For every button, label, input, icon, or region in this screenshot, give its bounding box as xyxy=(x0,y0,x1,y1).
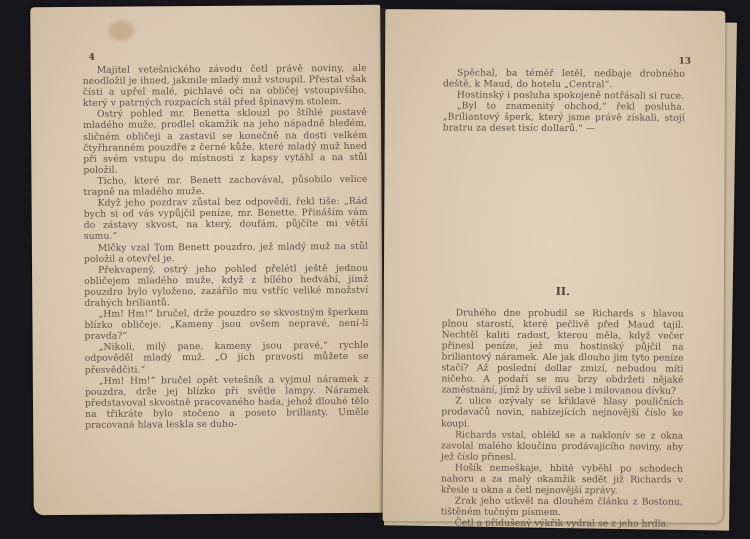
paragraph: Překvapený, ostrý jeho pohled přelétl ještě jednou obličejem mladého muže, když z bílého hedvábí, jímž pouzdro bylo vyloženo, zazářilo mu vstříc veliké množství drahých briliantů. xyxy=(84,262,369,309)
right-page-text-chapter xyxy=(441,307,684,530)
paragraph: Zrak jeho utkvěl na dlouhém článku z Bostonu, tištěném tučným písmem. xyxy=(440,495,683,519)
paragraph: Mlčky vzal Tom Benett pouzdro, jež mladý muž na stůl položil a otevřel je. xyxy=(83,240,368,265)
left-page-text xyxy=(83,63,370,431)
paragraph: „Nikoli, milý pane, kameny jsou pravé,“ rychle odpověděl mladý muž. „O jich pravosti můžete se přesvědčiti.“ xyxy=(84,340,369,376)
left-page xyxy=(30,5,384,515)
paragraph: Ostrý pohled mr. Benetta sklouzl po štíhlé postavě mladého muže, prodlel okamžik na jeho nápadně bledém, sličném obličeji a zastavil se konečně na dosti velkém čtyřhranném pouzdře z černé kůže, které mladý muž hned při svém vstupu do místnosti z kapsy vytáhl a na stůl položil. xyxy=(83,107,368,176)
right-page xyxy=(383,9,726,530)
right-page-number: 13 xyxy=(678,56,692,67)
paragraph: Spěchal, ba téměř letěl, nedbaje drobného deště, k Maud, do hotelu „Central“. xyxy=(442,67,686,91)
paragraph: Hošík nemeškaje, hbitě vyběhl po schodech nahoru a za malý okamžik sedět již Richards v křesle u okna a četl nejnovější zprávy. xyxy=(440,462,683,497)
paragraph: „Hm! Hm!“ bručel, drže pouzdro se skvostným šperkem blízko obličeje. „Kameny jsou ovšem nepravé, není-li pravda?“ xyxy=(84,306,369,343)
left-page-number: 4 xyxy=(88,52,95,63)
chapter-heading: II. xyxy=(555,284,570,298)
paragraph: Majitel veteŝnického závodu četl právě noviny, ale neodložil je ihned, jakmile mladý muž vstoupil. Přestal však čísti a upřel malé, pichlavé oči na obličej vstoupivšího, který v patrných rozpacích stál před špinavým stolem. xyxy=(82,62,367,110)
paragraph: „Hm! Hm!“ bručel opět veteŝník a vyjmul náramek z pouzdra, drže jej blízko při světle lampy. Náramek představoval skvostně pracovaného hada, jehož dlouhé tělo na třikráte bylo stočeno a poseto brillanty. Uměle pracovaná hlava leskla se duho- xyxy=(84,373,370,431)
paragraph: Druhého dne probudil se Richards s hlavou plnou starostí, které pečlivě před Maud tajil. Nechtěl kaliti radost, kterou měla, když večer přinesl peníze, jež mu hostinský půjčil na briliantový náramek. Ale jak dlouho jim tyto peníze stačí? Až poslední dollar zmizí, nebudou míti ničeho. A podaří se mu brzy obdržeti nějaké zaměstnání, jímž by uživil sebe i milovanou dívku? xyxy=(441,307,684,397)
paragraph: Když jeho pozdrav zůstal bez odpovědi, řekl tiše: „Rád bych si od vás vypůjčil peníze, mr. Benette. Přináším vám do zástavy skvost, na který, doufám, půjčíte mi větší sumu.“ xyxy=(83,196,368,243)
paragraph: Ticho, které mr. Benett zachovával, působilo velice trapně na mladého muže. xyxy=(83,173,368,198)
right-page-text-top xyxy=(443,67,685,135)
paragraph: Hostinský i posluha spokojeně notřásali si ruce. xyxy=(456,89,685,102)
paragraph: „Byl to znamenitý obchod,“ řekl posluha. „Briliantový šperk, který jsme právě získali, stojí bratru za deset tisíc dollarů.“ — xyxy=(442,100,685,135)
paragraph: Četl a přidušený výkřik vydral se z jeho hrdla. xyxy=(454,517,670,530)
paragraph: Richards vstal, oblékl se a naklonív se z okna zavolal malého kloučinu prodávajícího noviny, aby jež číslo přinesl. xyxy=(440,429,684,463)
paragraph: Z ulice ozývaly se křiklavé hlasy pouličních prodavačů novin, nabízejících nejnovější číslo ke koupi. xyxy=(441,395,684,430)
paper-stain xyxy=(108,21,134,41)
